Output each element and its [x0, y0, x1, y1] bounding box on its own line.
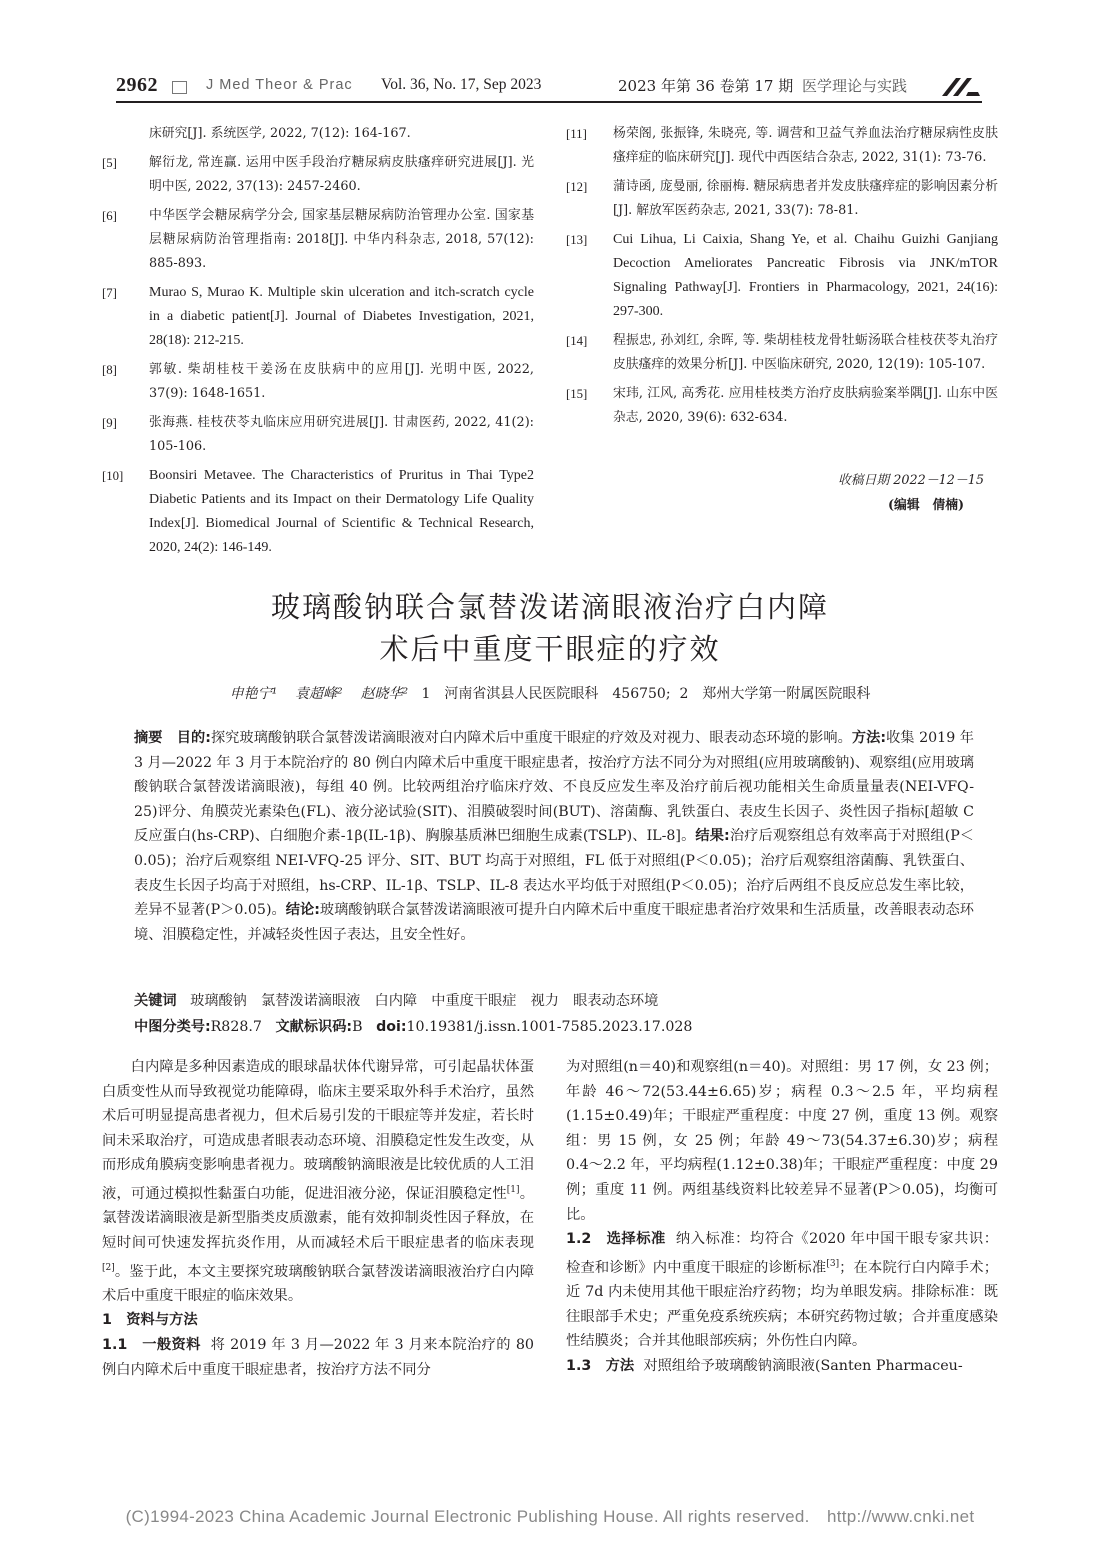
body-left-column	[102, 1055, 534, 1382]
abstract-results: 治疗后观察组总有效率高于对照组(P＜0.05)；治疗后观察组 NEI-VFQ-25 评分、SIT、BUT 均高于对照组，FL 低于对照组(P＜0.05)；治疗后观察组溶菌酶、乳铁蛋白、表皮生长因子均高于对照组，hs-CRP、IL-1β、TSLP、IL-8 表达水平均低于对照组(P＜0.05)；治疗后两组不良反应总发生率比较，差异不显著(P＞0.05)。	[134, 828, 974, 919]
doc-value: B	[352, 1019, 363, 1035]
keywords	[134, 990, 974, 1010]
reference-item: [12] 蒲诗函, 庞曼丽, 徐丽梅. 糖尿病患者并发皮肤瘙痒症的影响因素分析[J]. 解放军医药杂志, 2021, 33(7): 78-81.	[566, 179, 998, 218]
section-1-1: 1.1 一般资料 将 2019 年 3 月—2022 年 3 月来本院治疗的 80 例白内障术后中重度干眼症患者，按治疗方法不同分	[102, 1337, 535, 1378]
page-number: 2962	[116, 74, 158, 96]
header-rule	[116, 101, 982, 103]
results-label: 结果:	[695, 828, 730, 845]
intro-paragraph: 白内障是多种因素造成的眼球晶状体代谢异常，可引起晶状体蛋白质变性从而导致视觉功能障碍，临床主要采取外科手术治疗，虽然术后可明显提高患者视力，但术后易引发的干眼症等并发症，若长时间未采取治疗，可造成患者眼表动态环境、泪膜稳定性发生改变，从而形成角膜病变影响患者视力。玻璃酸钠滴眼液是比较优质的人工泪液，可通过模拟性黏蛋白功能，促进泪液分泌，保证泪膜稳定性[1]。氯替泼诺滴眼液是新型脂类皮质激素，能有效抑制炎性因子释放，在短时间可快速发挥抗炎作用，从而减轻术后干眼症患者的临床表现[2]。鉴于此，本文主要探究玻璃酸钠联合氯替泼诺滴眼液治疗白内障术后中重度干眼症的临床效果。	[102, 1059, 535, 1304]
section-1-2: 1.2 选择标准 纳入标准：均符合《2020 年中国干眼专家共识：检查和诊断》内中重度干眼症的诊断标准[3]；在本院行白内障手术；近 7d 内未使用其他干眼症治疗药物；均为单眼发病。排除标准：既往眼部手术史；严重免疫系统疾病；本研究药物过敏；合并重度感染性结膜炎；合并其他眼部疾病；外伤性白内障。	[566, 1231, 999, 1350]
article-title-line2: 术后中重度干眼症的疗效	[379, 632, 721, 666]
reference-item: [9] 张海燕. 桂枝茯苓丸临床应用研究进展[J]. 甘肃医药, 2022, 41(2): 105-106.	[102, 415, 534, 454]
abstract-methods: 收集 2019 年 3 月—2022 年 3 月于本院治疗的 80 例白内障术后中重度干眼症患者，按治疗方法不同分为对照组(应用玻璃酸钠)、观察组(应用玻璃酸钠联合氯替泼诺滴眼液)，每组 40 例。比较两组治疗临床疗效、不良反应发生率及治疗前后视功能相关生命质量量表(NEI-VFQ-25)评分、角膜荧光素染色(FL)、液分泌试验(SIT)、泪膜破裂时间(BUT)、溶菌酶、乳铁蛋白、表皮生长因子、炎性因子指标[超敏 C 反应蛋白(hs-CRP)、白细胞介素-1β(IL-1β)、胸腺基质淋巴细胞生成素(TSLP)、IL-8]。	[134, 730, 974, 845]
doc-label: 文献标识码:	[275, 1019, 353, 1035]
affiliation-1: 1 河南省淇县人民医院眼科 456750;	[421, 686, 671, 702]
affiliation-2: 2 郑州大学第一附属医院眼科	[679, 686, 871, 702]
journal-name-en: J Med Theor & Prac	[206, 77, 353, 93]
methods-label: 方法:	[851, 730, 887, 746]
journal-logo-icon	[940, 76, 982, 98]
running-header	[116, 74, 982, 102]
reference-item: [8] 郭敏. 柴胡桂枝干姜汤在皮肤病中的应用[J]. 光明中医, 2022, 37(9): 1648-1651.	[102, 362, 534, 401]
journal-issue-zh: 2023 年第 36 卷第 17 期	[618, 77, 794, 95]
abstract-label: 摘要 目的:	[134, 730, 211, 746]
conclusion-label: 结论:	[285, 902, 320, 919]
clc-value: R828.7	[210, 1019, 262, 1035]
reference-item: [5] 解衍龙, 常连赢. 运用中医手段治疗糖尿病皮肤瘙痒研究进展[J]. 光明中医, 2022, 37(13): 2457-2460.	[102, 155, 534, 194]
reference-item: [7] Murao S, Murao K. Multiple skin ulceration and itch-scratch cycle in a diabetic patient[J]. Journal of Diabetes Investigation, 2021, 28(18): 212-215.	[102, 285, 534, 348]
reference-item: [10] Boonsiri Metavee. The Characteristics of Pruritus in Thai Type2 Diabetic Patients and its Impact on their Dermatology Life Quality Index[J]. Biomedical Journal of Scientific & Technical Research, 2020, 24(2): 146-149.	[102, 468, 534, 555]
keywords-label: 关键词	[134, 993, 177, 1009]
reference-item: [6] 中华医学会糖尿病学分会, 国家基层糖尿病防治管理办公室. 国家基层糖尿病防治管理指南: 2018[J]. 中华内科杂志, 2018, 57(12): 885-893.	[102, 208, 534, 271]
header-box-icon	[172, 81, 187, 94]
doi-value: 10.19381/j.issn.1001-7585.2023.17.028	[406, 1019, 693, 1035]
doi-label: doi:	[376, 1019, 407, 1035]
copyright-footer: (C)1994-2023 China Academic Journal Electronic Publishing House. All rights reserved. http://www.cnki.net	[125, 1507, 975, 1526]
abstract-conclusion: 玻璃酸钠联合氯替泼诺滴眼液可提升白内障术后中重度干眼症患者治疗效果和生活质量，改善眼表动态环境、泪膜稳定性，并减轻炎性因子表达，且安全性好。	[134, 902, 974, 943]
received-date: 收稿日期 2022－12－15	[838, 473, 984, 488]
reference-item: [13] Cui Lihua, Li Caixia, Shang Ye, et al. Chaihu Guizhi Ganjiang Decoction Ameliorates Pancreatic Fibrosis via JNK/mTOR Signaling Pathway[J]. Frontiers in Pharmacology, 2021, 24(16): 297-300.	[566, 232, 998, 319]
section-heading-1: 1 资料与方法	[102, 1312, 198, 1329]
article-title-line1: 玻璃酸钠联合氯替泼诺滴眼液治疗白内障	[270, 590, 829, 624]
keywords-list: 玻璃酸钠 氯替泼诺滴眼液 白内障 中重度干眼症 视力 眼表动态环境	[190, 993, 659, 1009]
section-1-3: 1.3 方法 对照组给予玻璃酸钠滴眼液(Santen Pharmaceu-	[566, 1357, 963, 1374]
references-right	[566, 122, 998, 435]
reference-item: [11] 杨荣阁, 张振锋, 朱晓亮, 等. 调营和卫益气养血法治疗糖尿病性皮肤瘙痒症的临床研究[J]. 现代中西医结合杂志, 2022, 31(1): 73-76.	[566, 126, 998, 165]
classification-line	[134, 1016, 974, 1036]
reference-item: [15] 宋玮, 江风, 高秀花. 应用桂枝类方治疗皮肤病验案举隅[J]. 山东中医杂志, 2020, 39(6): 632-634.	[566, 386, 998, 425]
reference-item: 床研究[J]. 系统医学, 2022, 7(12): 164-167.	[149, 126, 411, 141]
journal-volume: Vol. 36, No. 17, Sep 2023	[381, 76, 542, 93]
journal-name-zh: 医学理论与实践	[802, 77, 908, 95]
abstract-objective: 探究玻璃酸钠联合氯替泼诺滴眼液对白内障术后中重度干眼症的疗效及对视力、眼表动态环境的影响。	[210, 730, 852, 746]
reference-item: [14] 程振忠, 孙刘红, 余晖, 等. 柴胡桂枝龙骨牡蛎汤联合桂枝茯苓丸治疗皮肤瘙痒的效果分析[J]. 中医临床研究, 2020, 12(19): 105-107.	[566, 333, 998, 372]
body-right-column	[566, 1055, 998, 1378]
abstract	[134, 726, 974, 947]
author-line	[0, 683, 1100, 703]
references-left	[102, 122, 534, 565]
editor-note: (编辑 倩楠)	[888, 498, 965, 513]
section-1-1-cont: 为对照组(n＝40)和观察组(n＝40)。对照组：男 17 例，女 23 例；年龄 46～72(53.44±6.65)岁；病程 0.3～2.5 年，平均病程(1.15±0.49)年；干眼症严重程度：中度 27 例，重度 13 例。观察组：男 15 例，女 25 例；年龄 49～73(54.37±6.30)岁；病程 0.4～2.2 年，平均病程(1.12±0.38)年；干眼症严重程度：中度 29 例；重度 11 例。两组基线资料比较差异不显著(P＞0.05)，均衡可比。	[566, 1059, 998, 1223]
author-2: 袁超峰²	[295, 686, 343, 702]
author-1: 申艳宁¹	[229, 686, 278, 702]
clc-label: 中图分类号:	[134, 1019, 211, 1035]
author-3: 赵晓华²	[360, 686, 409, 702]
